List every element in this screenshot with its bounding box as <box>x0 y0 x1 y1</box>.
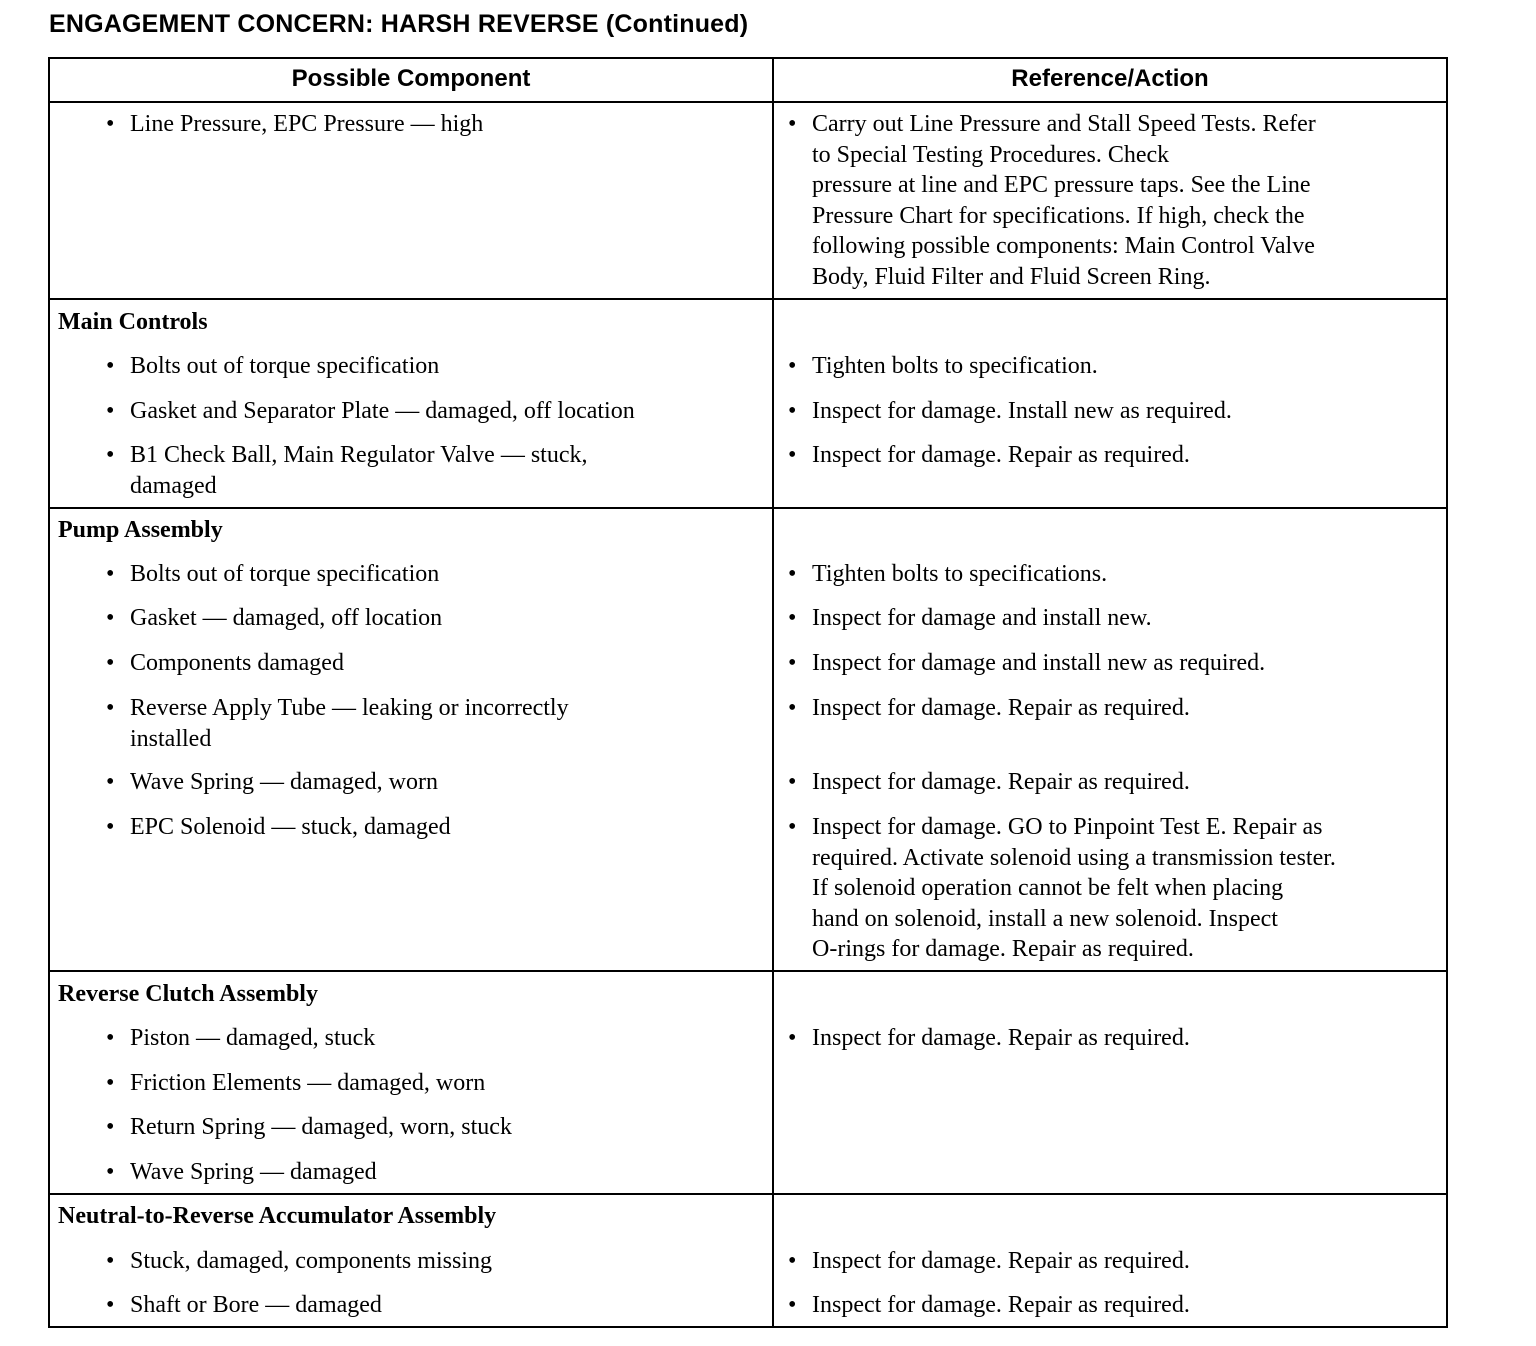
bullet-glyph: • <box>106 814 115 840</box>
component-text: Piston — damaged, stuck <box>130 1025 376 1051</box>
section-title: Neutral-to-Reverse Accumulator Assembly <box>58 1203 497 1229</box>
troubleshooting-table <box>48 57 1448 1328</box>
component-text: Friction Elements — damaged, worn <box>130 1070 486 1096</box>
action-text: Inspect for damage. Repair as required. <box>812 1248 1190 1274</box>
action-item <box>788 1023 1448 1054</box>
action-line: following possible components: Main Control Valve <box>812 233 1315 259</box>
component-item <box>106 559 746 590</box>
bullet-glyph: • <box>788 1025 797 1051</box>
bullet-glyph: • <box>788 353 797 379</box>
action-line: Carry out Line Pressure and Stall Speed Tests. Refer <box>812 111 1316 137</box>
component-item <box>106 351 746 382</box>
page-title: ENGAGEMENT CONCERN: HARSH REVERSE (Continued) <box>49 10 749 38</box>
bullet-glyph: • <box>788 1248 797 1274</box>
row-divider <box>50 101 1446 103</box>
component-text: Reverse Apply Tube — leaking or incorrectly <box>130 695 569 721</box>
component-item <box>106 396 766 427</box>
action-line: Pressure Chart for specifications. If high, check the <box>812 202 1305 229</box>
action-item <box>788 1290 1448 1321</box>
component-text: damaged <box>130 472 217 499</box>
bullet-glyph: • <box>106 442 115 468</box>
component-item <box>106 648 746 679</box>
component-text: installed <box>130 725 212 752</box>
action-line: to Special Testing Procedures. Check <box>812 141 1170 168</box>
row-divider <box>50 970 1446 972</box>
bullet-glyph: • <box>106 561 115 587</box>
column-divider <box>772 59 774 1326</box>
bullet-glyph: • <box>106 1025 115 1051</box>
component-text: Wave Spring — damaged <box>130 1159 377 1185</box>
row-divider <box>50 1193 1446 1195</box>
bullet-glyph: • <box>788 650 797 676</box>
action-text: Tighten bolts to specifications. <box>812 561 1108 587</box>
component-text: EPC Solenoid — stuck, damaged <box>130 814 451 840</box>
bullet-glyph: • <box>788 398 797 424</box>
component-item <box>106 767 746 798</box>
bullet-glyph: • <box>788 814 797 840</box>
component-item <box>106 1112 746 1143</box>
bullet-glyph: • <box>106 1248 115 1274</box>
component-text: Line Pressure, EPC Pressure — high <box>130 111 484 137</box>
component-text: Stuck, damaged, components missing <box>130 1248 492 1274</box>
bullet-glyph: • <box>106 769 115 795</box>
component-item <box>106 1290 746 1321</box>
component-text: Components damaged <box>130 650 344 676</box>
action-item <box>788 1246 1448 1277</box>
action-item <box>788 351 1448 382</box>
bullet-glyph: • <box>106 650 115 676</box>
action-line: required. Activate solenoid using a transmission tester. <box>812 844 1336 871</box>
bullet-glyph: • <box>788 769 797 795</box>
bullet-glyph: • <box>788 442 797 468</box>
component-text: Return Spring — damaged, worn, stuck <box>130 1114 512 1140</box>
component-item <box>106 1246 746 1277</box>
component-item <box>106 812 746 843</box>
component-item <box>106 603 746 634</box>
action-item <box>788 440 1448 471</box>
component-text: Gasket — damaged, off location <box>130 605 443 631</box>
component-text: Shaft or Bore — damaged <box>130 1292 382 1318</box>
component-text: Wave Spring — damaged, worn <box>130 769 438 795</box>
action-text: Inspect for damage. Repair as required. <box>812 769 1190 795</box>
table-row <box>106 109 746 140</box>
section-title: Pump Assembly <box>58 517 223 543</box>
bullet-glyph: • <box>106 1114 115 1140</box>
bullet-glyph: • <box>106 353 115 379</box>
action-line: Inspect for damage. GO to Pinpoint Test E. Repair as <box>812 814 1323 840</box>
bullet-glyph: • <box>788 561 797 587</box>
bullet-glyph: • <box>106 1159 115 1185</box>
action-item <box>788 603 1448 634</box>
row-divider <box>50 298 1446 300</box>
column-header-action: Reference/Action <box>1011 65 1209 92</box>
bullet-glyph: • <box>106 605 115 631</box>
component-text: Gasket and Separator Plate — damaged, off location <box>130 398 635 424</box>
component-text: Bolts out of torque specification <box>130 353 440 379</box>
component-item <box>106 1023 746 1054</box>
component-text: B1 Check Ball, Main Regulator Valve — stuck, <box>130 442 588 468</box>
column-header-component: Possible Component <box>291 65 531 92</box>
action-line: O-rings for damage. Repair as required. <box>812 936 1194 962</box>
action-text: Inspect for damage. Repair as required. <box>812 695 1190 721</box>
bullet-glyph: • <box>106 695 115 721</box>
action-item <box>788 648 1448 679</box>
action-line: Body, Fluid Filter and Fluid Screen Ring. <box>812 263 1211 290</box>
section-title: Reverse Clutch Assembly <box>58 981 318 1007</box>
bullet-glyph: • <box>788 605 797 631</box>
component-item <box>106 440 746 501</box>
section-title: Main Controls <box>58 309 208 335</box>
bullet-glyph: • <box>106 398 115 424</box>
component-item <box>106 693 746 754</box>
action-item <box>788 693 1448 724</box>
row-divider <box>50 507 1446 509</box>
action-line: If solenoid operation cannot be felt when placing <box>812 875 1284 901</box>
action-item <box>788 109 1448 292</box>
bullet-glyph: • <box>106 1292 115 1318</box>
action-text: Inspect for damage. Install new as required. <box>812 398 1232 424</box>
action-text: Inspect for damage. Repair as required. <box>812 1025 1190 1051</box>
action-text: Inspect for damage and install new as required. <box>812 650 1266 676</box>
action-item <box>788 767 1448 798</box>
action-text: Inspect for damage. Repair as required. <box>812 442 1190 468</box>
bullet-glyph: • <box>788 695 797 721</box>
action-text: Inspect for damage and install new. <box>812 605 1152 631</box>
action-item <box>788 812 1448 965</box>
action-item <box>788 559 1448 590</box>
action-line: pressure at line and EPC pressure taps. See the Line <box>812 172 1311 198</box>
bullet-glyph: • <box>788 111 797 137</box>
component-text: Bolts out of torque specification <box>130 561 440 587</box>
action-text: Inspect for damage. Repair as required. <box>812 1292 1190 1318</box>
bullet-glyph: • <box>106 1070 115 1096</box>
component-item <box>106 1068 746 1099</box>
bullet-glyph: • <box>788 1292 797 1318</box>
bullet-glyph: • <box>106 111 115 137</box>
component-item <box>106 1157 746 1188</box>
action-line: hand on solenoid, install a new solenoid. Inspect <box>812 905 1278 932</box>
action-item <box>788 396 1448 427</box>
action-text: Tighten bolts to specification. <box>812 353 1098 379</box>
